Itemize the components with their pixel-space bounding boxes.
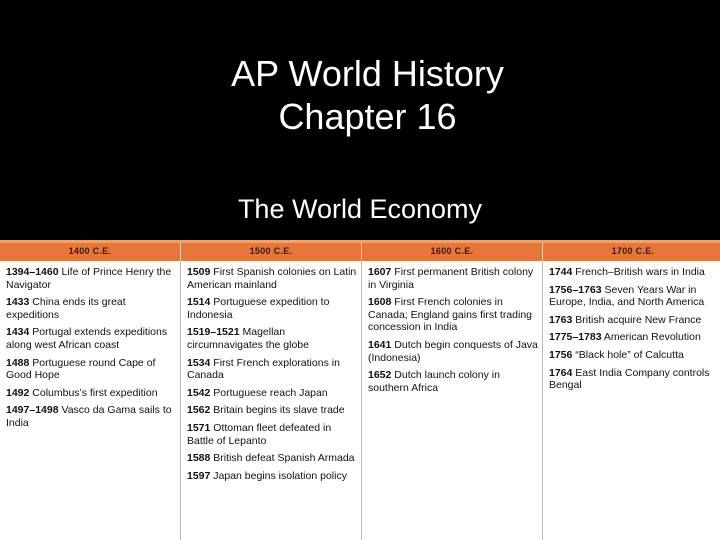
entry-text: “Black hole” of Calcutta — [572, 348, 684, 361]
entry-year: 1433 — [6, 296, 30, 309]
timeline-entry — [187, 470, 359, 483]
entry-text: First permanent British colony in Virginia — [368, 266, 534, 291]
timeline-entry — [549, 284, 720, 309]
entry-year: 1608 — [368, 296, 392, 309]
entry-year: 1542 — [187, 386, 211, 399]
timeline-entry — [6, 357, 178, 382]
column-divider — [542, 261, 543, 540]
entry-text: Portuguese reach Japan — [210, 386, 328, 399]
entry-year: 1562 — [187, 404, 211, 417]
entry-year: 1488 — [6, 356, 30, 369]
timeline-column-1400 — [6, 266, 178, 435]
entry-text: Ottoman fleet defeated in Battle of Lepanto — [187, 421, 332, 447]
entry-text: Vasco da Gama sails to India — [6, 404, 172, 429]
entry-text: Portuguese round Cape of Good Hope — [6, 356, 156, 382]
timeline-entry — [549, 367, 720, 392]
entry-text: British defeat Spanish Armada — [210, 452, 355, 465]
timeline-entry — [6, 296, 178, 321]
entry-text: Portuguese expedition to Indonesia — [187, 296, 330, 321]
timeline-entry — [6, 326, 178, 351]
header-1400: 1400 C.E. — [68, 246, 112, 256]
timeline-column-1500 — [187, 266, 359, 487]
timeline-entry — [368, 296, 540, 334]
entry-year: 1588 — [187, 452, 211, 465]
timeline-entry — [6, 387, 178, 400]
slide-subtitle — [0, 193, 720, 225]
entry-year: 1641 — [368, 338, 392, 351]
header-1600: 1600 C.E. — [430, 246, 474, 256]
entry-year: 1775–1783 — [549, 331, 602, 344]
entry-text: American Revolution — [601, 331, 701, 344]
timeline-column-1700 — [549, 266, 720, 397]
timeline-header-row — [0, 240, 720, 261]
timeline-entry — [187, 387, 359, 400]
timeline-entry — [187, 404, 359, 417]
entry-year: 1394–1460 — [6, 266, 59, 278]
entry-text: First French colonies in Canada; England gains first trading concession in India — [368, 296, 533, 334]
entry-year: 1763 — [549, 313, 573, 326]
timeline-entry — [187, 296, 359, 321]
entry-year: 1756–1763 — [549, 283, 602, 296]
entry-text: East India Company controls Bengal — [549, 366, 710, 392]
entry-year: 1571 — [187, 421, 211, 434]
entry-year: 1607 — [368, 266, 392, 278]
entry-text: British acquire New France — [572, 313, 702, 326]
entry-text: Life of Prince Henry the Navigator — [6, 266, 172, 291]
entry-text: First French explorations in Canada — [187, 356, 340, 382]
entry-year: 1756 — [549, 348, 573, 361]
timeline-entry — [187, 326, 359, 351]
subtitle-text: The World Economy — [237, 194, 483, 224]
entry-year: 1492 — [6, 386, 30, 399]
entry-year: 1509 — [187, 266, 211, 278]
entry-text: Japan begins isolation policy — [210, 469, 347, 482]
entry-text: Magellan circumnavigates the globe — [187, 326, 309, 351]
timeline-entry — [187, 357, 359, 382]
timeline-entry — [368, 266, 540, 291]
timeline-image — [0, 240, 720, 540]
timeline-entry — [187, 266, 359, 291]
title-block — [0, 0, 720, 240]
timeline-entry — [549, 331, 720, 344]
entry-text: French–British wars in India — [572, 266, 705, 278]
entry-year: 1534 — [187, 356, 211, 369]
timeline-entry — [187, 452, 359, 465]
timeline-entry — [368, 339, 540, 364]
header-1500: 1500 C.E. — [249, 246, 293, 256]
entry-text: Britain begins its slave trade — [210, 404, 345, 417]
timeline-entry — [368, 369, 540, 394]
entry-year: 1497–1498 — [6, 404, 59, 417]
entry-year: 1519–1521 — [187, 326, 240, 339]
entry-text: First Spanish colonies on Latin American mainland — [187, 266, 357, 291]
entry-year: 1764 — [549, 366, 573, 379]
entry-text: Columbus’s first expedition — [29, 386, 158, 399]
entry-year: 1744 — [549, 266, 573, 278]
entry-year: 1514 — [187, 296, 211, 309]
entry-text: Dutch begin conquests of Java (Indonesia) — [368, 338, 538, 364]
entry-text: Portugal extends expeditions along west African coast — [6, 326, 168, 351]
title-line-2: Chapter 16 — [278, 96, 457, 137]
entry-year: 1434 — [6, 326, 30, 339]
column-divider — [180, 261, 181, 540]
timeline-entry — [6, 404, 178, 429]
slide-title — [0, 52, 720, 138]
timeline-entry — [6, 266, 178, 291]
entry-text: Seven Years War in Europe, India, and North America — [549, 283, 705, 309]
entry-text: Dutch launch colony in southern Africa — [368, 369, 500, 394]
timeline-entry — [187, 422, 359, 447]
header-1700: 1700 C.E. — [611, 246, 655, 256]
column-divider — [361, 261, 362, 540]
timeline-entry — [549, 349, 720, 362]
entry-text: China ends its great expeditions — [6, 296, 126, 321]
timeline-column-1600 — [368, 266, 540, 399]
entry-year: 1652 — [368, 369, 392, 382]
title-line-1: AP World History — [231, 53, 504, 94]
timeline-entry — [549, 266, 720, 279]
entry-year: 1597 — [187, 469, 211, 482]
timeline-entry — [549, 314, 720, 327]
